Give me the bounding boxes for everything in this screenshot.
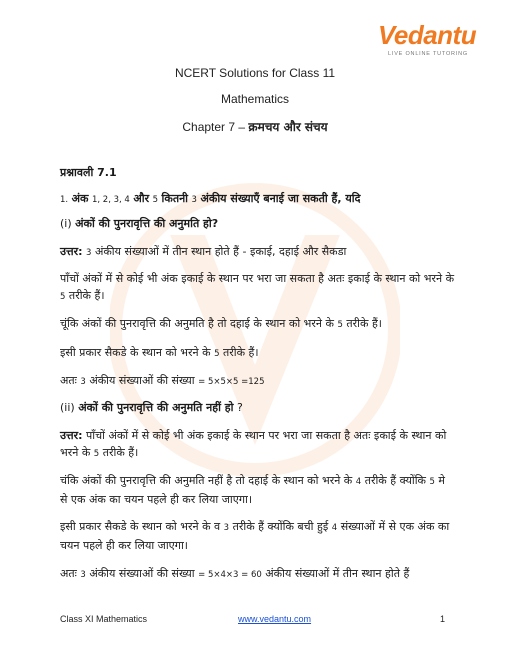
paragraph-hundreds-2: इसी प्रकार सैकडे के स्थान को भरने के व 3 तरीके हैं क्योंकि बची हुई 4 संख्याओं में से एक अंक का चयन पहले ही कर लिया जाएगा। — [60, 520, 450, 552]
logo-tagline: LIVE ONLINE TUTORING — [388, 51, 468, 57]
result-2: अतः 3 अंकीय संख्याओं की संख्या = 5×4×3 = 60 अंकीय संख्याओं में तीन स्थान होते हैं — [60, 567, 410, 580]
footer-website-link[interactable]: www.vedantu.com — [238, 614, 312, 624]
chapter-prefix: Chapter 7 – — [182, 120, 246, 134]
exercise-heading: प्रश्नावली 7.1 — [60, 166, 117, 179]
vedantu-logo — [378, 20, 477, 60]
page-number: 1 — [440, 614, 446, 624]
paragraph-tens-2: चंकि अंकों की पुनरावृत्ति की अनुमति नहीं है तो दहाई के स्थान को भरने के 4 तरीके हैं क्योंकि 5 मे से एक अंक का चयन पहले ही कर लिया जाएगा। — [60, 474, 445, 506]
part-ii: (ii) अंकों की पुनरावृत्ति की अनुमति नहीं हो ? — [60, 401, 243, 414]
footer-class: Class XI Mathematics — [60, 614, 148, 624]
paragraph-tens: चूंकि अंकों की पुनरावृत्ति की अनुमति है तो दहाई के स्थान को भरने के 5 तरीके हैं। — [60, 317, 382, 330]
chapter-title — [0, 118, 510, 135]
subject-title: Mathematics — [220, 92, 290, 106]
paragraph-hundreds: इसी प्रकार सैकडे के स्थान को भरने के 5 तरीके हैं। — [60, 346, 259, 359]
question-1: 1. अंक 1, 2, 3, 4 और 5 कितनी 3 अंकीय संख्याएँ बनाई जा सकती हैं, यदि — [60, 192, 361, 205]
chapter-name: क्रमचय और संचय — [248, 120, 328, 134]
doc-title: NCERT Solutions for Class 11 — [174, 66, 336, 80]
logo-wordmark: Vedantu — [378, 20, 477, 50]
result-1: अतः 3 अंकीय संख्याओं की संख्या = 5×5×5 =125 — [60, 374, 265, 387]
part-i: (i) अंकों की पुनरावृत्ति की अनुमति हो? — [60, 217, 219, 230]
answer-2: उत्तर: पाँचों अंकों में से कोई भी अंक इकाई के स्थान पर भरा जा सकता है अतः इकाई के स्थान को भरने के 5 तरीके हैं। — [60, 429, 447, 459]
answer-1: उत्तर: 3 अंकीय संख्याओं में तीन स्थान होते हैं - इकाई, दहाई और सैकडा — [60, 245, 347, 258]
paragraph-units: पाँचों अंकों में से कोई भी अंक इकाई के स्थान पर भरा जा सकता है अतः इकाई के स्थान को भरने के 5 तरीके हैं। — [60, 272, 455, 302]
